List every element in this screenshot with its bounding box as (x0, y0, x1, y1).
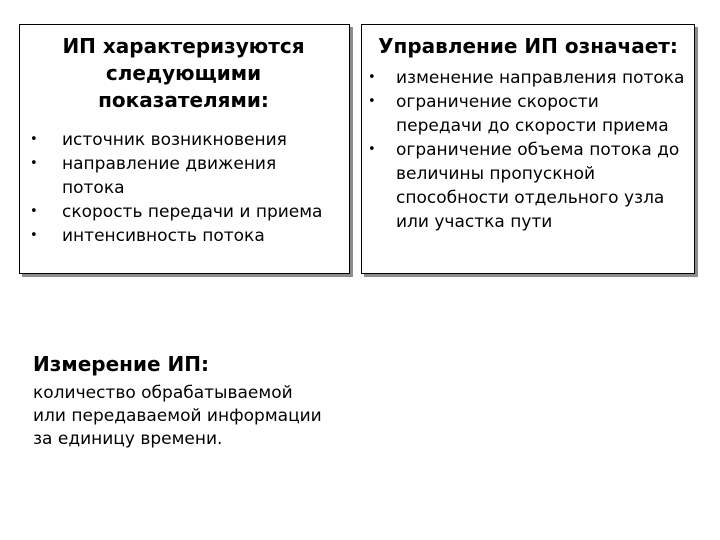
list-item-text: ограничение объема потока до величины пропускной способности отдельного узла или участка пути (396, 140, 680, 232)
list-item-text: направление движения потока (62, 154, 277, 198)
bullet-icon: • (368, 70, 376, 85)
list-item (30, 200, 349, 224)
bullet-icon: • (368, 142, 376, 157)
list-item (368, 90, 694, 138)
list-item-text: ограничение скорости передачи до скорости приема (396, 92, 669, 136)
bullet-icon: • (30, 132, 38, 147)
list-item-text: скорость передачи и приема (62, 202, 323, 222)
characteristics-title: ИП характеризуются следующими показателями: (62, 34, 305, 112)
characteristics-list (20, 128, 349, 248)
control-title: Управление ИП означает: (378, 34, 678, 58)
list-item (368, 66, 694, 90)
list-item (30, 224, 349, 248)
control-list (362, 66, 694, 234)
measurement-section (33, 350, 353, 451)
bullet-icon: • (368, 94, 376, 109)
list-item-text: изменение направления потока (396, 68, 685, 88)
list-item (368, 138, 694, 234)
characteristics-box (19, 24, 350, 274)
bullet-icon: • (30, 228, 38, 243)
control-box (361, 24, 695, 274)
bullet-icon: • (30, 204, 38, 219)
measurement-text: количество обрабатываемой или передаваемой информации за единицу времени. (33, 383, 322, 449)
list-item-text: интенсивность потока (62, 226, 265, 246)
list-item (30, 128, 349, 152)
measurement-title: Измерение ИП: (33, 352, 209, 376)
list-item-text: источник возникновения (62, 130, 287, 150)
bullet-icon: • (30, 156, 38, 171)
list-item (30, 152, 349, 200)
